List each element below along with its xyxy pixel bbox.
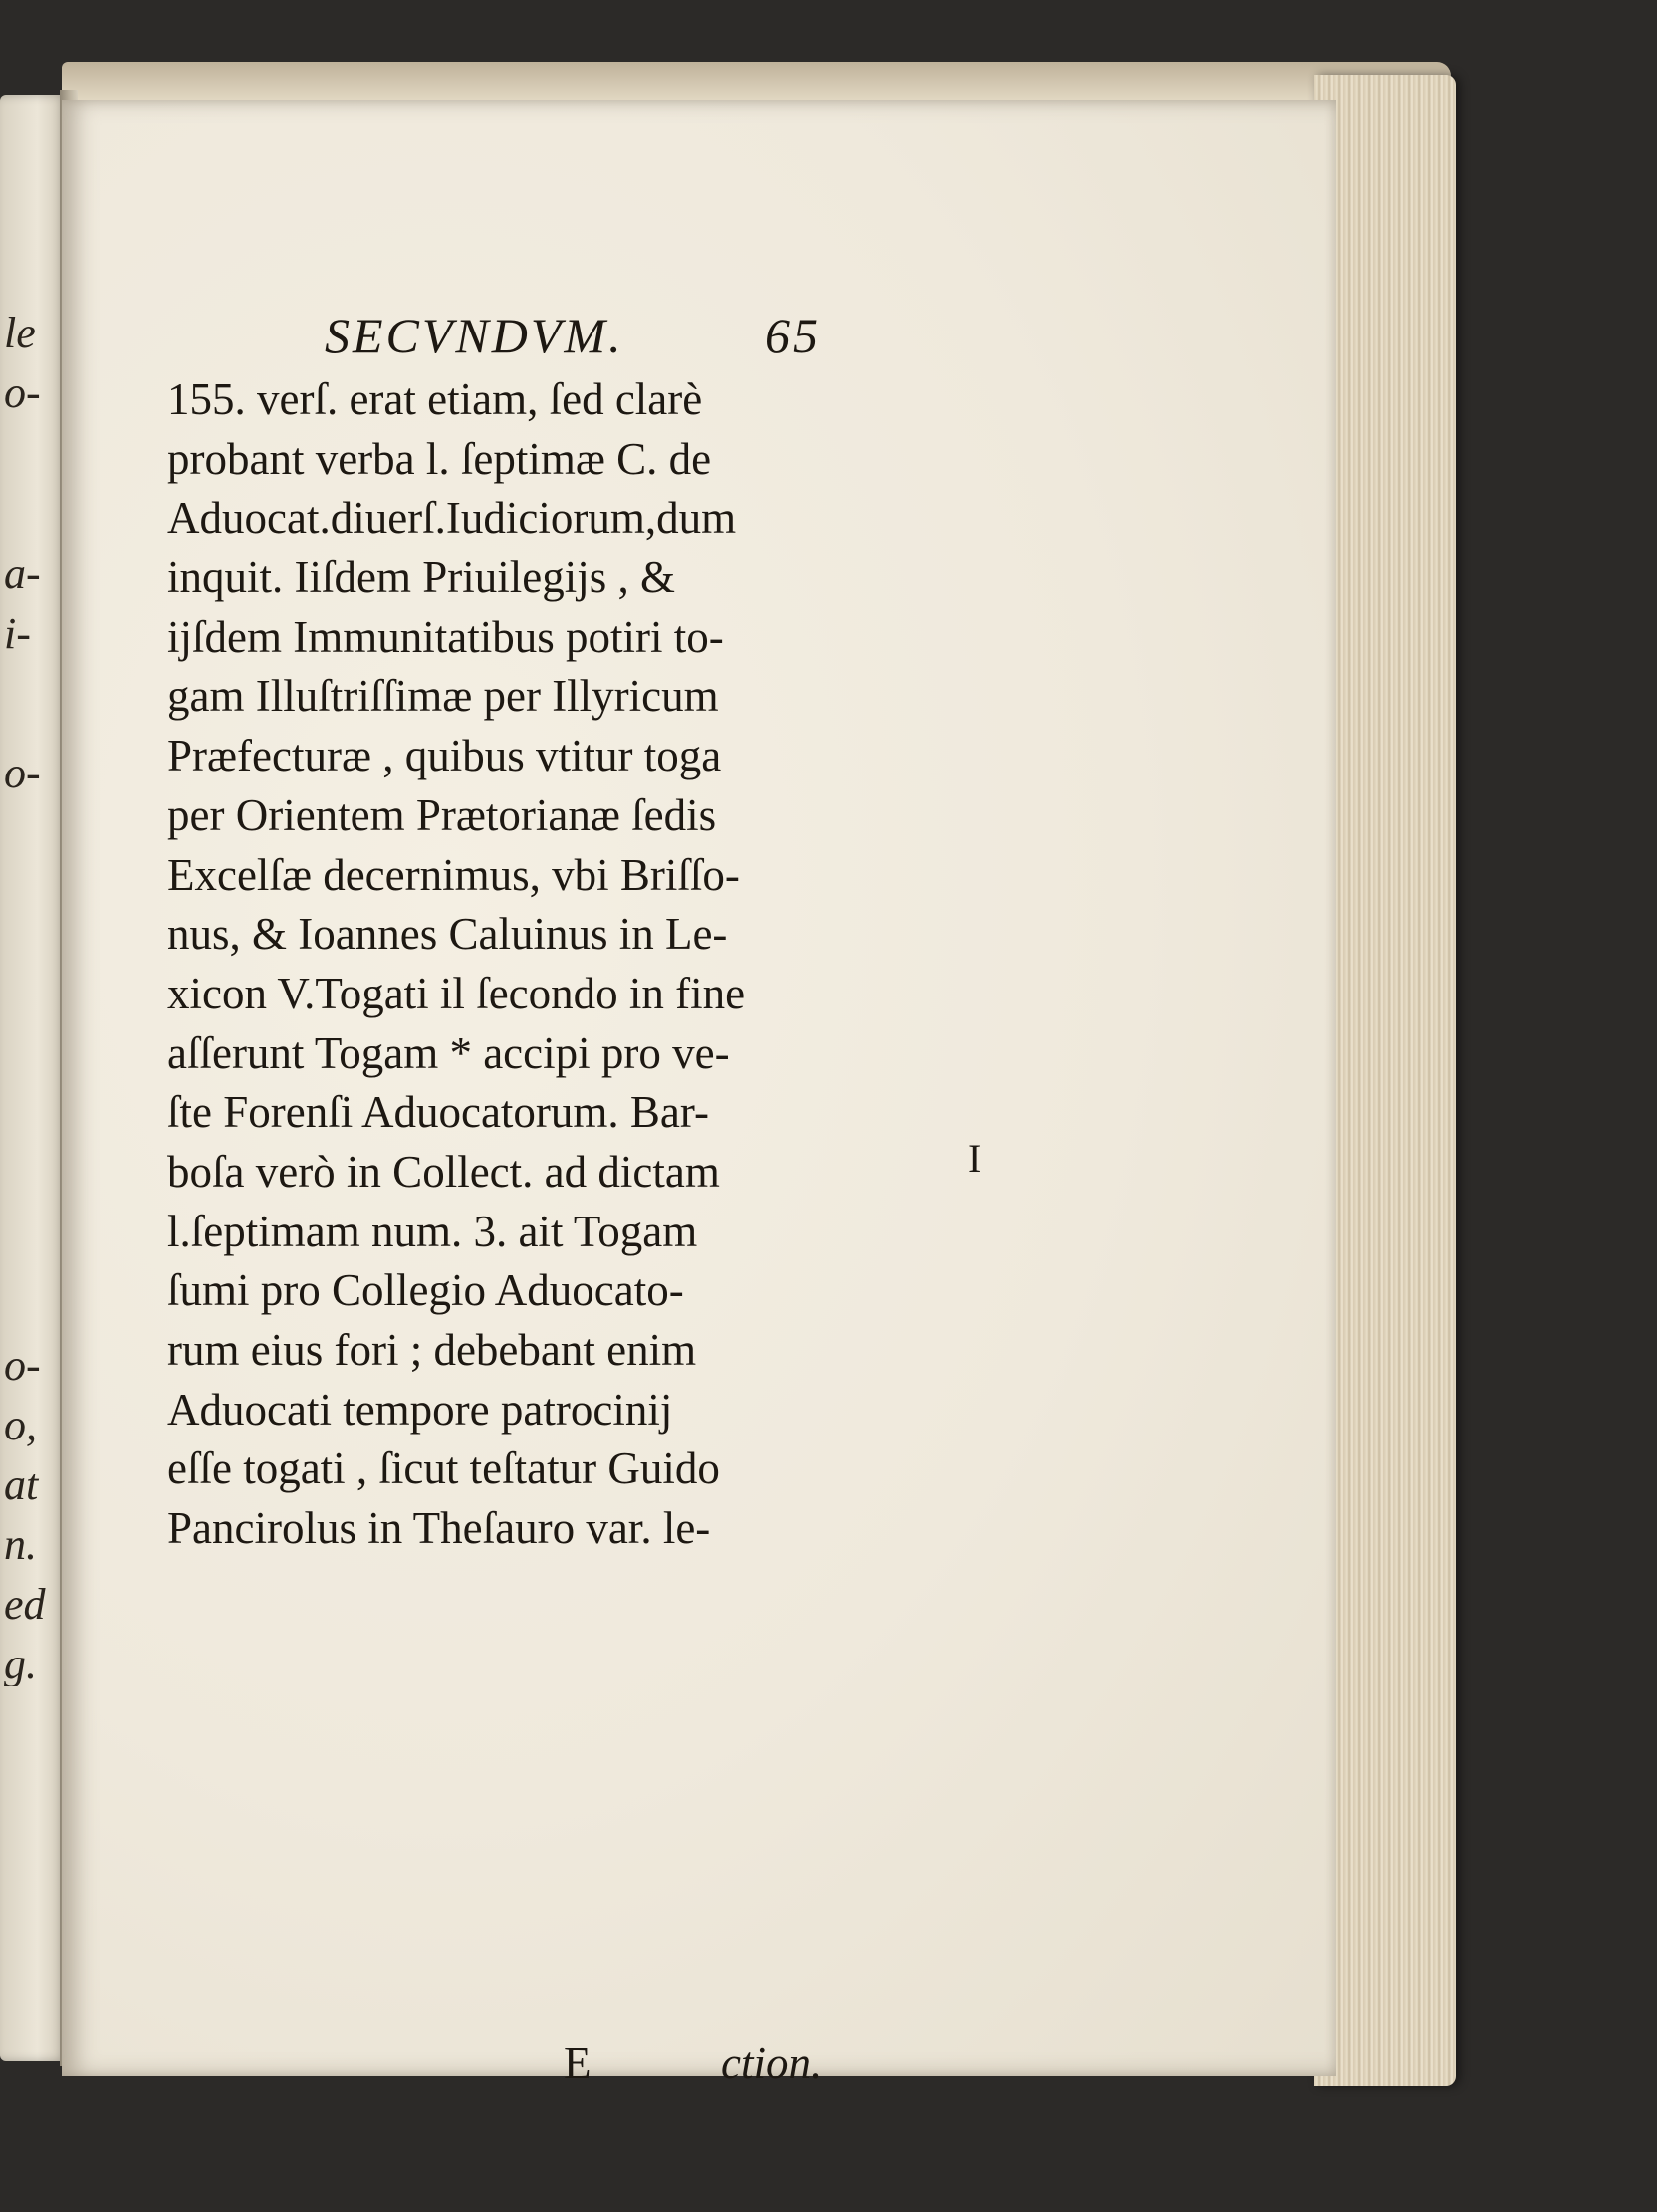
line-text: boſa verò in Collect. ad dictam [167, 1146, 720, 1197]
line-text: eſſe togati , ſicut teſtatur Guido [167, 1443, 720, 1494]
text-line [167, 786, 924, 846]
line-text: ſte Forenſi Aduocatorum. Bar- [167, 1087, 709, 1138]
prev-page-fragment: o- [4, 752, 41, 795]
text-line [167, 1083, 924, 1143]
text-line [167, 1499, 924, 1559]
line-text: l.ſeptimam num. 3. ait Togam [167, 1206, 698, 1256]
text-line [167, 965, 924, 1024]
text-line [167, 1261, 924, 1321]
running-head [167, 307, 924, 370]
line-text: ijſdem Immunitatibus potiri to- [167, 611, 724, 662]
prev-page-fragment: o- [4, 371, 41, 415]
text-line [167, 1203, 924, 1262]
text-line [167, 1143, 924, 1203]
prev-page-fragment: o- [4, 1344, 41, 1388]
line-text: probant verba l. ſeptimæ C. de [167, 433, 712, 484]
line-text: Pancirolus in Theſauro var. le- [167, 1503, 711, 1554]
prev-page-fragment: i- [4, 612, 31, 656]
line-text: gam Illuſtriſſimæ per Illyricum [167, 671, 719, 722]
prev-page-fragment: a- [4, 553, 41, 596]
line-text: xicon V.Togati il ſecondo in fine [167, 968, 746, 1018]
prev-page-fragment: n. [4, 1523, 37, 1567]
margin-note: I [968, 1136, 982, 1181]
text-line [167, 1381, 924, 1440]
signature-mark: E [564, 2038, 592, 2088]
text-line [167, 667, 924, 727]
line-text: aſſerunt Togam * accipi pro ve- [167, 1027, 730, 1078]
text-line [167, 549, 924, 608]
line-text: Aduocati tempore patrocinij [167, 1384, 673, 1435]
text-line [167, 1024, 924, 1084]
line-text: per Orientem Prætorianæ ſedis [167, 789, 717, 840]
prev-page-fragment: o, [4, 1404, 37, 1447]
running-head-title: SECVNDVM. [325, 308, 624, 363]
book-top-edge [62, 62, 1451, 102]
prev-page-fragment: le [4, 312, 36, 355]
text-line [167, 489, 924, 549]
text-line [167, 846, 924, 906]
line-text: Aduocat.diuerſ.Iudiciorum,dum [167, 493, 737, 544]
text-line [167, 727, 924, 786]
text-line [167, 905, 924, 965]
prev-page-fragment: at [4, 1463, 39, 1507]
line-text: rum eius fori ; debebant enim [167, 1325, 697, 1375]
prev-page-fragment: g. [4, 1643, 37, 1686]
line-text: nus, & Ioannes Caluinus in Le- [167, 909, 728, 960]
previous-page [0, 95, 68, 2061]
line-text: Præfecturæ , quibus vtitur toga [167, 731, 722, 781]
catchword: ction. [721, 2038, 823, 2088]
page-number: 65 [765, 308, 821, 363]
text-line [167, 608, 924, 668]
prev-page-fragment: ed [4, 1583, 46, 1627]
text-line [167, 370, 924, 430]
line-text: inquit. Iiſdem Priuilegijs , & [167, 553, 675, 603]
footer-line [167, 2037, 924, 2097]
text-line [167, 1439, 924, 1499]
text-line [167, 430, 924, 490]
line-text: 155. verſ. erat etiam, ſed clarè [167, 374, 703, 424]
line-text: ſumi pro Collegio Aduocato- [167, 1265, 684, 1316]
line-text: Excelſæ decernimus, vbi Briſſo- [167, 849, 740, 900]
text-column [167, 307, 924, 2088]
text-line [167, 1321, 924, 1381]
